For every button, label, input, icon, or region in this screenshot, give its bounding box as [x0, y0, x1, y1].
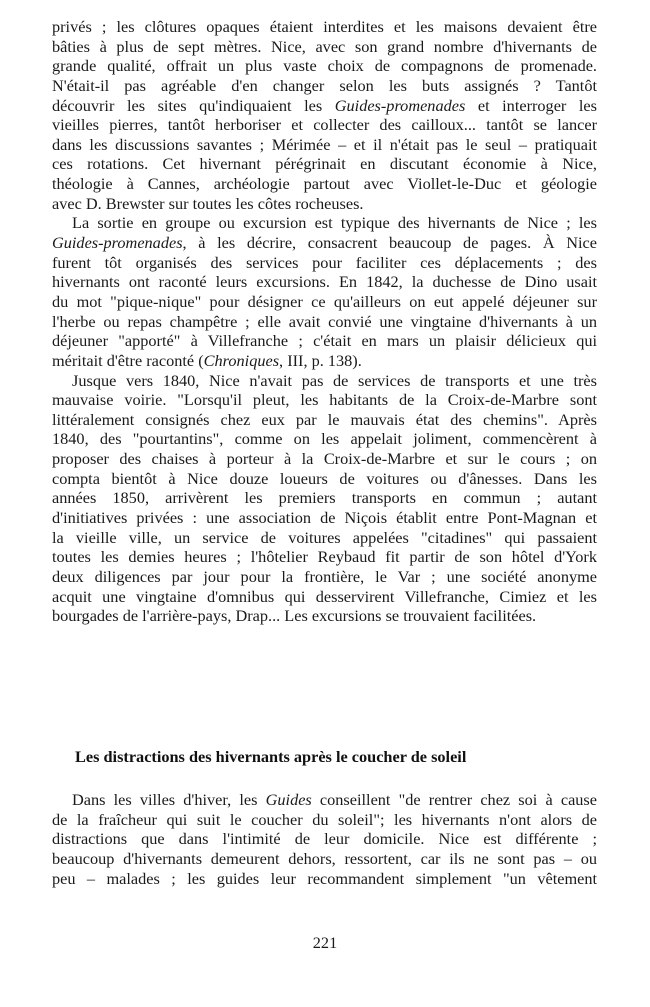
paragraph-line: Guides-promenades, à les décrire, consacrent beaucoup de pages. À Nice: [52, 233, 597, 253]
paragraph-line: furent tôt organisés des services pour faciliter ces déplacements ; des: [52, 252, 597, 272]
paragraph-line: N'était-il pas agréable d'en changer selon les buts assignés ? Tantôt: [52, 75, 597, 95]
paragraph-line: avec D. Brewster sur toutes les côtes rocheuses.: [52, 193, 364, 213]
section-paragraph: [52, 790, 597, 888]
paragraph-line: méritait d'être raconté (Chroniques, III, p. 138).: [52, 350, 362, 370]
paragraph-line: dans les discussions savantes ; Mérimée – et il n'était pas le seul – pratiquait: [52, 134, 597, 154]
paragraph-line: déjeuner "apporté" à Villefranche ; c'était en mars un plaisir délicieux qui: [52, 331, 597, 351]
paragraph-line: bourgades de l'arrière-pays, Drap... Les excursions se trouvaient facilitées.: [52, 606, 537, 626]
paragraph-line: mauvaise voirie. "Lorsqu'il pleut, les habitants de la Croix-de-Marbre sont: [52, 390, 597, 410]
paragraph-line: acquit une vingtaine d'omnibus qui desservirent Villefranche, Cimiez et les: [52, 586, 597, 606]
paragraph-line: grande qualité, offrait un plus vaste choix de compagnons de promenade.: [52, 56, 597, 76]
paragraph-line: deux diligences par jour pour la frontière, le Var ; une société anonyme: [52, 566, 597, 586]
paragraph-line: 1840, des "pourtantins", comme on les appelait joliment, commencèrent à: [52, 429, 597, 449]
paragraph-line: vieilles pierres, tantôt herboriser et collecter des cailloux... tantôt se lancer: [52, 115, 597, 135]
paragraph-line: d'initiatives privées : une association de Niçois établit entre Pont-Magnan et: [52, 508, 597, 528]
paragraph-line: hivernants ont raconté leurs excursions. En 1842, la duchesse de Dino usait: [52, 272, 597, 292]
paragraph-line: Dans les villes d'hiver, les Guides conseillent "de rentrer chez soi à cause: [72, 790, 597, 809]
paragraph-line: de la fraîcheur qui suit le coucher du soleil"; les hivernants n'ont alors de: [52, 809, 597, 829]
paragraph-line: années 1850, arrivèrent les premiers transports en commun ; autant: [52, 488, 597, 508]
paragraph-line: compta bientôt à Nice douze loueurs de voitures ou d'ânesses. Dans les: [52, 468, 597, 488]
paragraph-line: bâties à plus de sept mètres. Nice, avec son grand nombre d'hivernants de: [52, 36, 597, 56]
paragraph-line: ces rotations. Cet hivernant pérégrinait en discutant économie à Nice,: [52, 154, 597, 174]
body-text: [52, 17, 597, 626]
paragraph-line: découvrir les sites qu'indiquaient les Guides-promenades et interroger les: [52, 95, 597, 115]
paragraph-line: littéralement consignés chez eux par le mauvais état des chemins". Après: [52, 409, 597, 429]
paragraph-line: du mot "pique-nique" pour désigner ce qu'ailleurs on eut appelé déjeuner sur: [52, 291, 597, 311]
paragraph-line: toutes les demies heures ; l'hôtelier Reybaud fit partir de son hôtel d'York: [52, 547, 597, 567]
paragraph-line: La sortie en groupe ou excursion est typique des hivernants de Nice ; les: [72, 213, 597, 233]
page-number: 221: [312, 933, 338, 952]
paragraph-line: privés ; les clôtures opaques étaient interdites et les maisons devaient être: [52, 17, 597, 36]
paragraph-line: la vieille ville, un service de voitures appelées "citadines" qui passaient: [52, 527, 597, 547]
paragraph-line: Jusque vers 1840, Nice n'avait pas de services de transports et une très: [72, 370, 597, 390]
paragraph-line: peu – malades ; les guides leur recommandent simplement "un vêtement: [52, 868, 597, 888]
paragraph-line: l'herbe ou repas champêtre ; elle avait convié une vingtaine d'hivernants à un: [52, 311, 597, 331]
section-heading: Les distractions des hivernants après le coucher de soleil: [75, 747, 467, 766]
paragraph-line: distractions que dans l'intimité de leur domicile. Nice est différente ;: [52, 829, 597, 849]
paragraph-line: beaucoup d'hivernants demeurent dehors, ressortent, car ils ne sont pas – ou: [52, 848, 597, 868]
paragraph-line: théologie à Cannes, archéologie partout avec Viollet-le-Duc et géologie: [52, 174, 597, 194]
paragraph-line: proposer des chaises à porteur à la Croix-de-Marbre et sur le cours ; on: [52, 449, 597, 469]
